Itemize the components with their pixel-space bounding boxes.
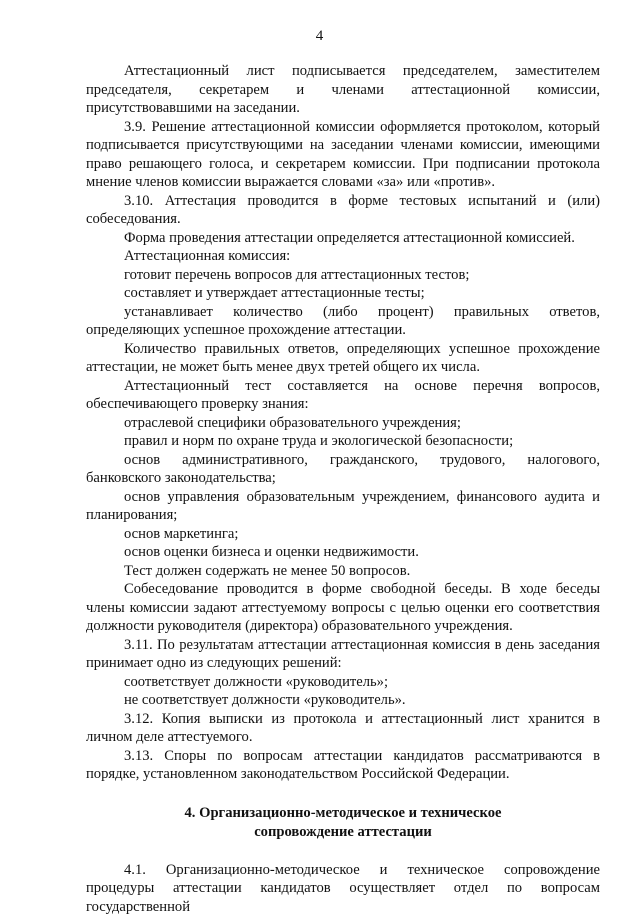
list-item: отраслевой специфики образовательного учреждения; — [86, 414, 600, 433]
section-heading-line: 4. Организационно-методическое и техническое — [86, 804, 600, 823]
list-item: соответствует должности «руководитель»; — [86, 673, 600, 692]
section-heading-line: сопровождение аттестации — [86, 823, 600, 842]
paragraph: Аттестационный тест составляется на основе перечня вопросов, обеспечивающего проверку знания: — [86, 377, 600, 414]
list-item: правил и норм по охране труда и экологической безопасности; — [86, 432, 600, 451]
paragraph: Аттестационная комиссия: — [86, 247, 600, 266]
document-body — [86, 62, 600, 916]
section-heading — [86, 804, 600, 842]
paragraph: Тест должен содержать не менее 50 вопросов. — [86, 562, 600, 581]
list-item: готовит перечень вопросов для аттестационных тестов; — [86, 266, 600, 285]
paragraph: 3.12. Копия выписки из протокола и аттестационный лист хранится в личном деле аттестуемого. — [86, 710, 600, 747]
list-item: основ оценки бизнеса и оценки недвижимости. — [86, 543, 600, 562]
page-number: 4 — [0, 28, 639, 45]
list-item: основ управления образовательным учреждением, финансового аудита и планирования; — [86, 488, 600, 525]
paragraph: Собеседование проводится в форме свободной беседы. В ходе беседы члены комиссии задают аттестуемому вопросы с целью оценки его соответствия должности руководителя (директора) образовательного учреждения. — [86, 580, 600, 636]
paragraph: 3.13. Споры по вопросам аттестации кандидатов рассматриваются в порядке, установленном законодательством Российской Федерации. — [86, 747, 600, 784]
paragraph: Количество правильных ответов, определяющих успешное прохождение аттестации, не может быть менее двух третей общего их числа. — [86, 340, 600, 377]
paragraph: 4.1. Организационно-методическое и техническое сопровождение процедуры аттестации кандидатов осуществляет отдел по вопросам государственной — [86, 861, 600, 916]
list-item: основ маркетинга; — [86, 525, 600, 544]
paragraph: 3.9. Решение аттестационной комиссии оформляется протоколом, который подписывается присутствующими на заседании членами комиссии, имеющими право решающего голоса, и секретарем комиссии. При подписании протокола мнение членов комиссии выражается словами «за» или «против». — [86, 118, 600, 192]
paragraph: 3.10. Аттестация проводится в форме тестовых испытаний и (или) собеседования. — [86, 192, 600, 229]
paragraph: Форма проведения аттестации определяется аттестационной комиссией. — [86, 229, 600, 248]
list-item: устанавливает количество (либо процент) правильных ответов, определяющих успешное прохождение аттестации. — [86, 303, 600, 340]
paragraph: Аттестационный лист подписывается председателем, заместителем председателя, секретарем и членами аттестационной комиссии, присутствовавшими на заседании. — [86, 62, 600, 118]
list-item: основ административного, гражданского, трудового, налогового, банковского законодательства; — [86, 451, 600, 488]
list-item: составляет и утверждает аттестационные тесты; — [86, 284, 600, 303]
list-item: не соответствует должности «руководитель». — [86, 691, 600, 710]
paragraph: 3.11. По результатам аттестации аттестационная комиссия в день заседания принимает одно из следующих решений: — [86, 636, 600, 673]
